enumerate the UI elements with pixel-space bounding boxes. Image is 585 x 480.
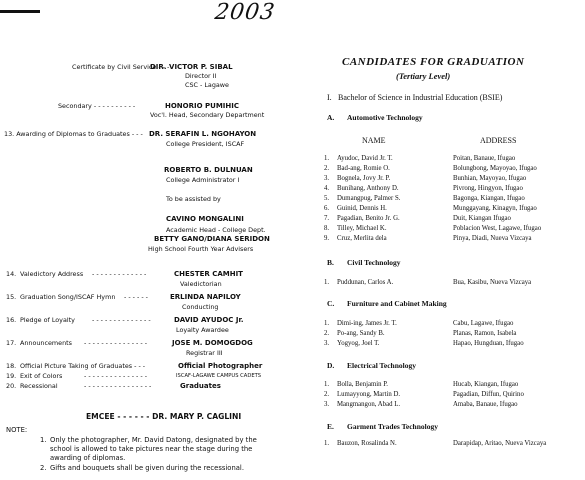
row-num: 2. <box>324 391 330 398</box>
note-2-num: 2. <box>40 464 47 472</box>
rob-name: ROBERTO B. DULNUAN <box>164 166 253 174</box>
p19-dash: - - - - - - - - - - - - - - - <box>84 372 148 380</box>
awd-title: College President, ISCAF <box>166 140 245 148</box>
row-address: Pinya, Diadi, Nueva Vizcaya <box>453 235 532 242</box>
p14-name: CHESTER CAMHIT <box>174 270 243 278</box>
candidates-title: CANDIDATES FOR GRADUATION <box>342 56 525 68</box>
row-name: Puddunan, Carlos A. <box>337 279 394 286</box>
p20-dash: - - - - - - - - - - - - - - - - <box>84 382 152 390</box>
section-c-name: Furniture and Cabinet Making <box>347 299 447 308</box>
row-name: Po-ang, Sandy B. <box>337 330 385 337</box>
row-num: 6. <box>324 205 330 212</box>
row-address: Bunhian, Mayoyao, Ifugao <box>453 175 527 182</box>
p19-name: ISCAF-LAGAWE CAMPUS CADETS <box>176 373 262 379</box>
p20-num: 20. <box>6 382 17 390</box>
p17-dash: - - - - - - - - - - - - - - - <box>84 339 148 347</box>
row-address: Bolungbong, Mayoyao, Ifugao <box>453 165 537 172</box>
program-title: Bachelor of Science in Industrial Education (BSIE) <box>338 93 503 102</box>
row-name: Bolla, Benjamin P. <box>337 381 388 388</box>
p19-num: 19. <box>6 372 17 380</box>
section-b-letter: B. <box>327 258 334 267</box>
p20-name: Graduates <box>180 382 221 390</box>
row-num: 8. <box>324 225 330 232</box>
rob-title: College Administrator I <box>166 176 240 184</box>
p16-name: DAVID AYUDOC Jr. <box>174 316 244 324</box>
row-address: Amaba, Banaue, Ifugao <box>453 401 518 408</box>
section-e-letter: E. <box>327 422 334 431</box>
cert-title-2: CSC - Lagawe <box>185 81 229 89</box>
p17-num: 17. <box>6 339 17 347</box>
top-rule <box>0 10 40 13</box>
row-name: Bauzon, Rosalinda N. <box>337 440 397 447</box>
row-num: 1. <box>324 155 330 162</box>
section-a-name: Automotive Technology <box>347 113 423 122</box>
awd-label: 13. Awarding of Diplomas to Graduates - - - <box>4 130 143 138</box>
note-1-line-1: Only the photographer, Mr. David Datong, designated by the <box>50 436 257 444</box>
section-d-letter: D. <box>327 361 335 370</box>
section-d-name: Electrical Technology <box>347 361 416 370</box>
row-num: 2. <box>324 330 330 337</box>
cav-name: CAVINO MONGALINI <box>166 215 244 223</box>
handwritten-year: 2003 <box>213 0 277 25</box>
row-name: Lumayyong, Martin D. <box>337 391 401 398</box>
p14-title: Valedictorian <box>180 280 222 288</box>
p18-name: Official Photographer <box>178 362 263 370</box>
sec-name: HONORIO PUMIHIC <box>165 102 239 110</box>
row-name: Pagadian, Benito Jr. G. <box>337 215 400 222</box>
row-name: Bunihang, Anthony D. <box>337 185 399 192</box>
row-address: Pagadian, Diffun, Quirino <box>453 391 524 398</box>
p16-dash: - - - - - - - - - - - - - - <box>92 316 151 324</box>
cav-title: Academic Head - College Dept. <box>166 226 266 234</box>
row-address: Poblacion West, Lagawe, Ifugao <box>453 225 542 232</box>
row-num: 1. <box>324 320 330 327</box>
row-address: Bagonga, Kiangan, Ifugao <box>453 195 525 202</box>
note-1-line-3: awarding of diplomas. <box>50 454 126 462</box>
col-name-header: NAME <box>362 136 386 145</box>
p16-title: Loyalty Awardee <box>176 326 229 334</box>
note-1-num: 1. <box>40 436 47 444</box>
p18-label: Official Picture Taking of Graduates - - - <box>20 362 146 370</box>
program-num: I. <box>327 93 332 102</box>
cert-name: DIR. VICTOR P. SIBAL <box>150 63 233 71</box>
row-name: Mangmangon, Abad L. <box>337 401 401 408</box>
row-num: 1. <box>324 381 330 388</box>
row-address: Bua, Kasibu, Nueva Vizcaya <box>453 279 532 286</box>
row-num: 4. <box>324 185 330 192</box>
row-num: 7. <box>324 215 330 222</box>
assist-label: To be assisted by <box>166 195 221 203</box>
note-2-line-1: Gifts and bouquets shall be given during the recessional. <box>50 464 244 472</box>
row-address: Hapao, Hungduan, Ifugao <box>453 340 524 347</box>
row-address: Pivrong, Hingyon, Ifugao <box>453 185 523 192</box>
row-num: 3. <box>324 175 330 182</box>
sec-label: Secondary - - - - - - - - - - <box>58 102 136 110</box>
row-num: 1. <box>324 440 330 447</box>
p15-label: Graduation Song/ISCAF Hymn <box>20 293 116 301</box>
p15-dash: - - - - - - <box>124 293 148 301</box>
row-name: Dimi-ing, James Jr. T. <box>337 320 397 327</box>
p20-label: Recessional <box>20 382 58 390</box>
row-address: Hucab, Kiangan, Ifugao <box>453 381 519 388</box>
row-address: Planas, Ramon, Isabela <box>453 330 517 337</box>
row-name: Guinid, Dennis H. <box>337 205 387 212</box>
row-name: Ayudoc, David Jr. T. <box>337 155 393 162</box>
p14-label: Valedictory Address <box>20 270 84 278</box>
note-1-line-2: school is allowed to take pictures near the stage during the <box>50 445 253 453</box>
row-address: Poitan, Banaue, Ifugao <box>453 155 516 162</box>
section-c-letter: C. <box>327 299 335 308</box>
row-name: Bognela, Jovy Jr. P. <box>337 175 391 182</box>
cert-title-1: Director II <box>185 72 217 80</box>
p16-label: Pledge of Loyalty <box>20 316 75 324</box>
sec-title: Voc'l. Head, Secondary Department <box>150 111 265 119</box>
row-num: 5. <box>324 195 330 202</box>
row-name: Yogyog, Joel T. <box>337 340 380 347</box>
row-name: Dumangpug, Palmer S. <box>337 195 401 202</box>
p17-label: Announcements <box>20 339 72 347</box>
row-name: Cruz, Merlita dela <box>337 235 387 242</box>
p15-title: Conducting <box>182 303 219 311</box>
row-name: Tilley, Michael K. <box>337 225 387 232</box>
section-e-name: Garment Trades Technology <box>347 422 438 431</box>
cert-label: Certificate by Civil Service - - - <box>72 63 170 71</box>
p17-name: JOSE M. DOMOGDOG <box>172 339 253 347</box>
emcee: EMCEE - - - - - - DR. MARY P. CAGLINI <box>86 412 242 421</box>
p16-num: 16. <box>6 316 17 324</box>
row-name: Bad-ang, Romie O. <box>337 165 390 172</box>
col-address-header: ADDRESS <box>480 136 517 145</box>
row-num: 3. <box>324 401 330 408</box>
candidates-subtitle: (Tertiary Level) <box>396 71 451 81</box>
p19-label: Exit of Colors <box>20 372 63 380</box>
p14-dash: - - - - - - - - - - - - - <box>92 270 147 278</box>
row-num: 2. <box>324 165 330 172</box>
betty-title: High School Fourth Year Advisers <box>148 245 254 253</box>
p15-name: ERLINDA NAPILOY <box>170 293 241 301</box>
row-num: 3. <box>324 340 330 347</box>
p14-num: 14. <box>6 270 17 278</box>
row-num: 9. <box>324 235 330 242</box>
note-label: NOTE: <box>6 426 28 434</box>
row-address: Cabu, Lagawe, Ifugao <box>453 320 514 327</box>
row-address: Darapidap, Aritao, Nueva Vizcaya <box>453 440 547 447</box>
section-b-name: Civil Technology <box>347 258 401 267</box>
section-a-letter: A. <box>327 113 335 122</box>
p18-num: 18. <box>6 362 17 370</box>
awd-name: DR. SERAFIN L. NGOHAYON <box>149 130 257 138</box>
p15-num: 15. <box>6 293 17 301</box>
row-address: Munggayang, Kinagyn, Ifugao <box>453 205 537 212</box>
p17-title: Registrar III <box>186 349 223 357</box>
row-num: 1. <box>324 279 330 286</box>
row-address: Duit, Kiangan Ifugao <box>453 215 511 222</box>
betty-name: BETTY GANO/DIANA SERIDON <box>154 235 270 243</box>
